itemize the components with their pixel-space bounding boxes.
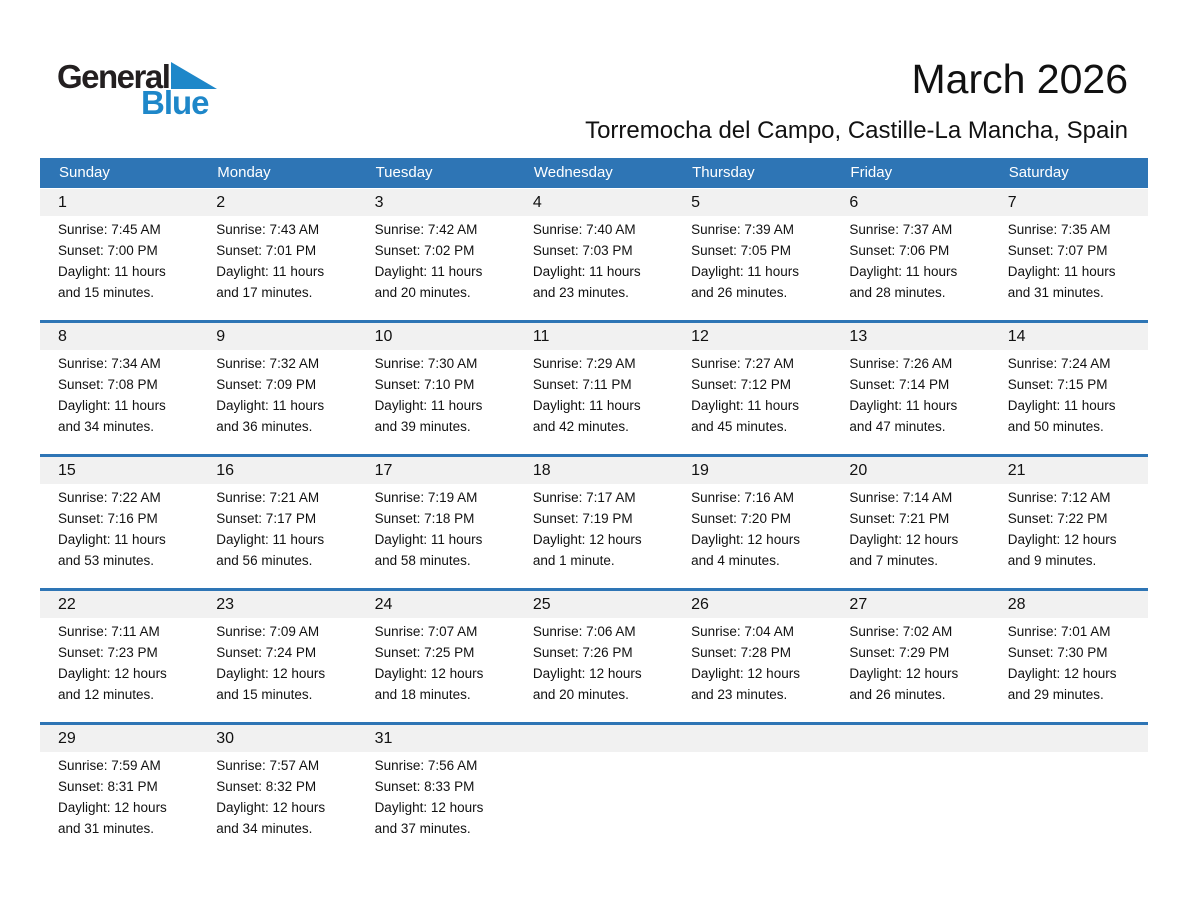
day-detail-line: Daylight: 12 hours bbox=[58, 666, 167, 681]
day-details-band bbox=[40, 618, 1148, 722]
day-detail-line: Sunrise: 7:21 AM bbox=[216, 490, 320, 505]
day-number: 2 bbox=[216, 194, 226, 211]
day-number: 14 bbox=[1007, 328, 1026, 345]
day-details-cell bbox=[40, 350, 198, 454]
day-detail-line: Sunset: 7:01 PM bbox=[216, 243, 317, 258]
day-detail-line: Sunrise: 7:02 AM bbox=[849, 624, 953, 639]
day-number: 5 bbox=[691, 194, 701, 211]
day-number: 30 bbox=[216, 730, 235, 747]
day-detail-line: Sunset: 7:03 PM bbox=[532, 243, 633, 258]
day-detail-line: Sunset: 7:26 PM bbox=[532, 645, 633, 660]
day-detail-line: Sunrise: 7:24 AM bbox=[1007, 356, 1111, 371]
day-detail-line: and 39 minutes. bbox=[374, 419, 471, 434]
day-detail-line: Daylight: 12 hours bbox=[58, 800, 167, 815]
day-detail-line: Sunrise: 7:22 AM bbox=[58, 490, 161, 505]
day-detail-line: and 15 minutes. bbox=[216, 687, 313, 702]
day-details-cell bbox=[198, 216, 356, 320]
day-detail-line: Sunrise: 7:26 AM bbox=[849, 356, 953, 371]
day-detail-line: Daylight: 12 hours bbox=[1007, 532, 1117, 547]
day-detail-line: Sunrise: 7:34 AM bbox=[58, 356, 161, 371]
day-detail-line: Sunrise: 7:09 AM bbox=[216, 624, 320, 639]
day-number: 10 bbox=[374, 328, 393, 345]
day-number: 15 bbox=[58, 462, 76, 479]
day-number: 22 bbox=[58, 596, 76, 613]
day-number: 9 bbox=[216, 328, 226, 345]
weekday-header-row bbox=[40, 158, 1148, 188]
week-row bbox=[40, 189, 1148, 320]
day-details-cell bbox=[40, 752, 198, 856]
empty-day-number bbox=[673, 725, 831, 752]
day-detail-line: Daylight: 11 hours bbox=[374, 532, 483, 547]
day-details-cell bbox=[40, 618, 198, 722]
day-number: 21 bbox=[1007, 462, 1026, 479]
day-number-band bbox=[40, 725, 1148, 752]
day-number: 17 bbox=[374, 462, 393, 479]
day-details-cell bbox=[990, 216, 1148, 320]
day-number: 1 bbox=[58, 194, 67, 211]
day-details-cell bbox=[990, 350, 1148, 454]
day-number: 27 bbox=[849, 596, 868, 613]
day-detail-line: and 47 minutes. bbox=[849, 419, 946, 434]
day-detail-line: Daylight: 11 hours bbox=[216, 532, 325, 547]
day-details-cell bbox=[198, 618, 356, 722]
day-number: 4 bbox=[532, 194, 542, 211]
day-details-cell bbox=[673, 216, 831, 320]
day-number: 6 bbox=[849, 194, 859, 211]
day-detail-line: Sunrise: 7:35 AM bbox=[1007, 222, 1111, 237]
day-detail-line: Daylight: 11 hours bbox=[532, 264, 641, 279]
day-detail-line: and 12 minutes. bbox=[58, 687, 155, 702]
day-details-cell bbox=[357, 350, 515, 454]
weekday-header-friday: Friday bbox=[850, 164, 893, 181]
day-number: 12 bbox=[691, 328, 709, 345]
day-detail-line: Sunset: 7:11 PM bbox=[532, 377, 632, 392]
day-details-cell bbox=[990, 484, 1148, 588]
day-detail-line: Daylight: 12 hours bbox=[849, 666, 959, 681]
day-detail-line: Sunset: 7:23 PM bbox=[58, 645, 158, 660]
day-detail-line: Sunset: 7:00 PM bbox=[58, 243, 158, 258]
day-detail-line: Daylight: 11 hours bbox=[216, 398, 325, 413]
day-detail-line: Daylight: 11 hours bbox=[691, 264, 799, 279]
day-detail-line: and 18 minutes. bbox=[374, 687, 471, 702]
weekday-header-monday: Monday bbox=[217, 164, 271, 181]
day-detail-line: and 9 minutes. bbox=[1007, 553, 1097, 568]
day-detail-line: Sunset: 7:25 PM bbox=[374, 645, 475, 660]
day-details-cell bbox=[673, 350, 831, 454]
day-detail-line: Sunset: 7:10 PM bbox=[374, 377, 475, 392]
day-detail-line: Sunset: 7:16 PM bbox=[58, 511, 158, 526]
week-row bbox=[40, 722, 1148, 856]
weekday-header-sunday: Sunday bbox=[59, 164, 110, 181]
day-number-band bbox=[40, 591, 1148, 618]
day-detail-line: and 15 minutes. bbox=[58, 285, 155, 300]
day-detail-line: Daylight: 11 hours bbox=[58, 264, 166, 279]
day-detail-line: Sunrise: 7:06 AM bbox=[532, 624, 636, 639]
day-details-cell bbox=[673, 618, 831, 722]
day-detail-line: Sunrise: 7:39 AM bbox=[691, 222, 794, 237]
day-detail-line: and 20 minutes. bbox=[374, 285, 471, 300]
day-details-cell bbox=[198, 752, 356, 856]
empty-day-cell bbox=[515, 752, 673, 856]
day-detail-line: Daylight: 11 hours bbox=[532, 398, 641, 413]
logo-text-blue: Blue bbox=[141, 84, 209, 121]
day-details-cell bbox=[831, 618, 989, 722]
day-detail-line: Sunrise: 7:04 AM bbox=[691, 624, 794, 639]
day-detail-line: and 37 minutes. bbox=[374, 821, 471, 836]
day-detail-line: Sunset: 7:17 PM bbox=[216, 511, 317, 526]
day-detail-line: and 34 minutes. bbox=[58, 419, 155, 434]
day-detail-line: Sunset: 7:08 PM bbox=[58, 377, 158, 392]
day-details-band bbox=[40, 350, 1148, 454]
day-detail-line: Sunset: 7:29 PM bbox=[849, 645, 950, 660]
day-details-cell bbox=[831, 216, 989, 320]
week-row bbox=[40, 588, 1148, 722]
day-details-cell bbox=[40, 484, 198, 588]
weekday-header-tuesday: Tuesday bbox=[375, 164, 433, 181]
day-detail-line: Sunset: 7:19 PM bbox=[532, 511, 633, 526]
day-number: 31 bbox=[374, 730, 393, 747]
day-detail-line: and 4 minutes. bbox=[691, 553, 780, 568]
empty-day-number bbox=[990, 725, 1148, 752]
day-detail-line: and 42 minutes. bbox=[532, 419, 629, 434]
day-detail-line: Sunrise: 7:57 AM bbox=[216, 758, 320, 773]
day-detail-line: Sunrise: 7:56 AM bbox=[374, 758, 478, 773]
day-details-cell bbox=[40, 216, 198, 320]
day-detail-line: and 34 minutes. bbox=[216, 821, 313, 836]
day-detail-line: Sunrise: 7:29 AM bbox=[532, 356, 636, 371]
day-detail-line: Sunrise: 7:45 AM bbox=[58, 222, 161, 237]
day-detail-line: and 23 minutes. bbox=[691, 687, 788, 702]
day-detail-line: Sunset: 7:05 PM bbox=[691, 243, 791, 258]
day-detail-line: Daylight: 11 hours bbox=[216, 264, 325, 279]
day-detail-line: Sunset: 7:24 PM bbox=[216, 645, 317, 660]
day-detail-line: Sunset: 8:32 PM bbox=[216, 779, 317, 794]
day-details-band bbox=[40, 752, 1148, 856]
day-details-cell bbox=[357, 216, 515, 320]
day-detail-line: Sunset: 7:09 PM bbox=[216, 377, 317, 392]
day-detail-line: Sunrise: 7:11 AM bbox=[58, 624, 160, 639]
day-detail-line: Daylight: 12 hours bbox=[1007, 666, 1117, 681]
day-detail-line: Sunrise: 7:07 AM bbox=[374, 624, 478, 639]
day-details-cell bbox=[357, 484, 515, 588]
day-detail-line: Daylight: 12 hours bbox=[532, 666, 642, 681]
week-row bbox=[40, 320, 1148, 454]
day-details-cell bbox=[673, 484, 831, 588]
empty-day-number bbox=[831, 725, 989, 752]
day-number: 26 bbox=[691, 596, 709, 613]
day-detail-line: and 26 minutes. bbox=[691, 285, 788, 300]
day-detail-line: and 20 minutes. bbox=[532, 687, 629, 702]
day-detail-line: Daylight: 11 hours bbox=[374, 264, 483, 279]
day-details-cell bbox=[515, 618, 673, 722]
day-detail-line: Sunset: 7:02 PM bbox=[374, 243, 475, 258]
day-details-cell bbox=[357, 618, 515, 722]
day-detail-line: Sunset: 7:12 PM bbox=[691, 377, 791, 392]
empty-day-cell bbox=[990, 752, 1148, 856]
day-detail-line: Daylight: 12 hours bbox=[374, 800, 484, 815]
day-number: 11 bbox=[532, 328, 550, 345]
day-detail-line: and 45 minutes. bbox=[691, 419, 788, 434]
day-detail-line: Daylight: 12 hours bbox=[691, 666, 800, 681]
day-detail-line: and 58 minutes. bbox=[374, 553, 471, 568]
empty-day-cell bbox=[831, 752, 989, 856]
location-subtitle: Torremocha del Campo, Castille-La Mancha, Spain bbox=[585, 117, 1128, 144]
weekday-header-thursday: Thursday bbox=[692, 164, 755, 181]
day-detail-line: Sunrise: 7:12 AM bbox=[1007, 490, 1111, 505]
general-blue-logo bbox=[57, 60, 217, 119]
day-number-band bbox=[40, 189, 1148, 216]
day-detail-line: Daylight: 12 hours bbox=[532, 532, 642, 547]
empty-day-number bbox=[515, 725, 673, 752]
day-detail-line: Sunrise: 7:59 AM bbox=[58, 758, 161, 773]
empty-day-cell bbox=[673, 752, 831, 856]
day-number: 13 bbox=[849, 328, 868, 345]
day-detail-line: Sunrise: 7:27 AM bbox=[691, 356, 794, 371]
day-detail-line: Daylight: 11 hours bbox=[691, 398, 799, 413]
day-details-cell bbox=[831, 350, 989, 454]
day-detail-line: Sunset: 7:21 PM bbox=[849, 511, 950, 526]
day-detail-line: and 31 minutes. bbox=[1007, 285, 1104, 300]
day-detail-line: Sunrise: 7:42 AM bbox=[374, 222, 478, 237]
day-details-cell bbox=[357, 752, 515, 856]
day-detail-line: and 36 minutes. bbox=[216, 419, 313, 434]
day-detail-line: Sunrise: 7:43 AM bbox=[216, 222, 320, 237]
day-detail-line: Sunrise: 7:40 AM bbox=[532, 222, 636, 237]
day-detail-line: Sunrise: 7:17 AM bbox=[532, 490, 636, 505]
day-detail-line: Sunrise: 7:37 AM bbox=[849, 222, 953, 237]
calendar-table bbox=[40, 158, 1148, 856]
day-detail-line: Sunset: 8:31 PM bbox=[58, 779, 158, 794]
day-details-cell bbox=[515, 216, 673, 320]
day-details-cell bbox=[198, 484, 356, 588]
weeks-container bbox=[40, 189, 1148, 856]
day-number-band bbox=[40, 323, 1148, 350]
day-detail-line: Sunrise: 7:14 AM bbox=[849, 490, 953, 505]
day-detail-line: Sunrise: 7:19 AM bbox=[374, 490, 478, 505]
day-details-cell bbox=[515, 484, 673, 588]
day-detail-line: Daylight: 12 hours bbox=[849, 532, 959, 547]
day-details-cell bbox=[198, 350, 356, 454]
day-number: 23 bbox=[216, 596, 235, 613]
day-detail-line: and 23 minutes. bbox=[532, 285, 629, 300]
day-details-band bbox=[40, 216, 1148, 320]
day-detail-line: Daylight: 12 hours bbox=[216, 666, 326, 681]
day-details-band bbox=[40, 484, 1148, 588]
day-number: 29 bbox=[58, 730, 76, 747]
day-number: 28 bbox=[1007, 596, 1026, 613]
day-detail-line: Sunrise: 7:01 AM bbox=[1007, 624, 1111, 639]
day-number-band bbox=[40, 457, 1148, 484]
day-detail-line: Daylight: 11 hours bbox=[849, 264, 958, 279]
day-detail-line: Sunset: 7:15 PM bbox=[1007, 377, 1108, 392]
weekday-header-saturday: Saturday bbox=[1008, 164, 1069, 181]
day-detail-line: Daylight: 11 hours bbox=[374, 398, 483, 413]
logo-text-general: General bbox=[57, 58, 170, 95]
day-detail-line: Sunset: 7:18 PM bbox=[374, 511, 475, 526]
day-detail-line: Sunset: 7:07 PM bbox=[1007, 243, 1108, 258]
day-detail-line: Sunset: 7:20 PM bbox=[691, 511, 791, 526]
day-details-cell bbox=[831, 484, 989, 588]
day-detail-line: Sunset: 7:28 PM bbox=[691, 645, 791, 660]
day-details-cell bbox=[515, 350, 673, 454]
day-detail-line: Sunrise: 7:30 AM bbox=[374, 356, 478, 371]
weekday-header-wednesday: Wednesday bbox=[533, 164, 613, 181]
day-detail-line: Daylight: 11 hours bbox=[58, 532, 166, 547]
day-number: 25 bbox=[532, 596, 551, 613]
day-detail-line: Daylight: 11 hours bbox=[1007, 398, 1116, 413]
day-detail-line: Sunset: 7:06 PM bbox=[849, 243, 950, 258]
day-number: 19 bbox=[691, 462, 709, 479]
day-number: 20 bbox=[849, 462, 868, 479]
page-title: March 2026 bbox=[911, 56, 1128, 102]
day-detail-line: Sunset: 7:14 PM bbox=[849, 377, 950, 392]
day-detail-line: Sunset: 7:30 PM bbox=[1007, 645, 1108, 660]
day-detail-line: and 53 minutes. bbox=[58, 553, 155, 568]
day-detail-line: Daylight: 11 hours bbox=[58, 398, 166, 413]
day-detail-line: Daylight: 12 hours bbox=[691, 532, 800, 547]
day-detail-line: and 29 minutes. bbox=[1007, 687, 1104, 702]
day-detail-line: and 1 minute. bbox=[532, 553, 615, 568]
day-detail-line: Sunrise: 7:16 AM bbox=[691, 490, 794, 505]
day-detail-line: Sunrise: 7:32 AM bbox=[216, 356, 320, 371]
day-detail-line: and 17 minutes. bbox=[216, 285, 313, 300]
day-number: 18 bbox=[532, 462, 551, 479]
day-detail-line: and 28 minutes. bbox=[849, 285, 946, 300]
day-detail-line: and 7 minutes. bbox=[849, 553, 938, 568]
day-details-cell bbox=[990, 618, 1148, 722]
day-detail-line: Sunset: 7:22 PM bbox=[1007, 511, 1108, 526]
day-detail-line: Daylight: 12 hours bbox=[374, 666, 484, 681]
day-detail-line: and 50 minutes. bbox=[1007, 419, 1104, 434]
day-number: 16 bbox=[216, 462, 235, 479]
day-detail-line: Daylight: 12 hours bbox=[216, 800, 326, 815]
week-row bbox=[40, 454, 1148, 588]
day-detail-line: and 31 minutes. bbox=[58, 821, 155, 836]
day-detail-line: Sunset: 8:33 PM bbox=[374, 779, 475, 794]
day-detail-line: and 56 minutes. bbox=[216, 553, 313, 568]
day-number: 3 bbox=[374, 194, 384, 211]
day-number: 8 bbox=[58, 328, 67, 345]
day-detail-line: Daylight: 11 hours bbox=[1007, 264, 1116, 279]
day-detail-line: and 26 minutes. bbox=[849, 687, 946, 702]
day-number: 7 bbox=[1007, 194, 1017, 211]
day-detail-line: Daylight: 11 hours bbox=[849, 398, 958, 413]
day-number: 24 bbox=[374, 596, 393, 613]
